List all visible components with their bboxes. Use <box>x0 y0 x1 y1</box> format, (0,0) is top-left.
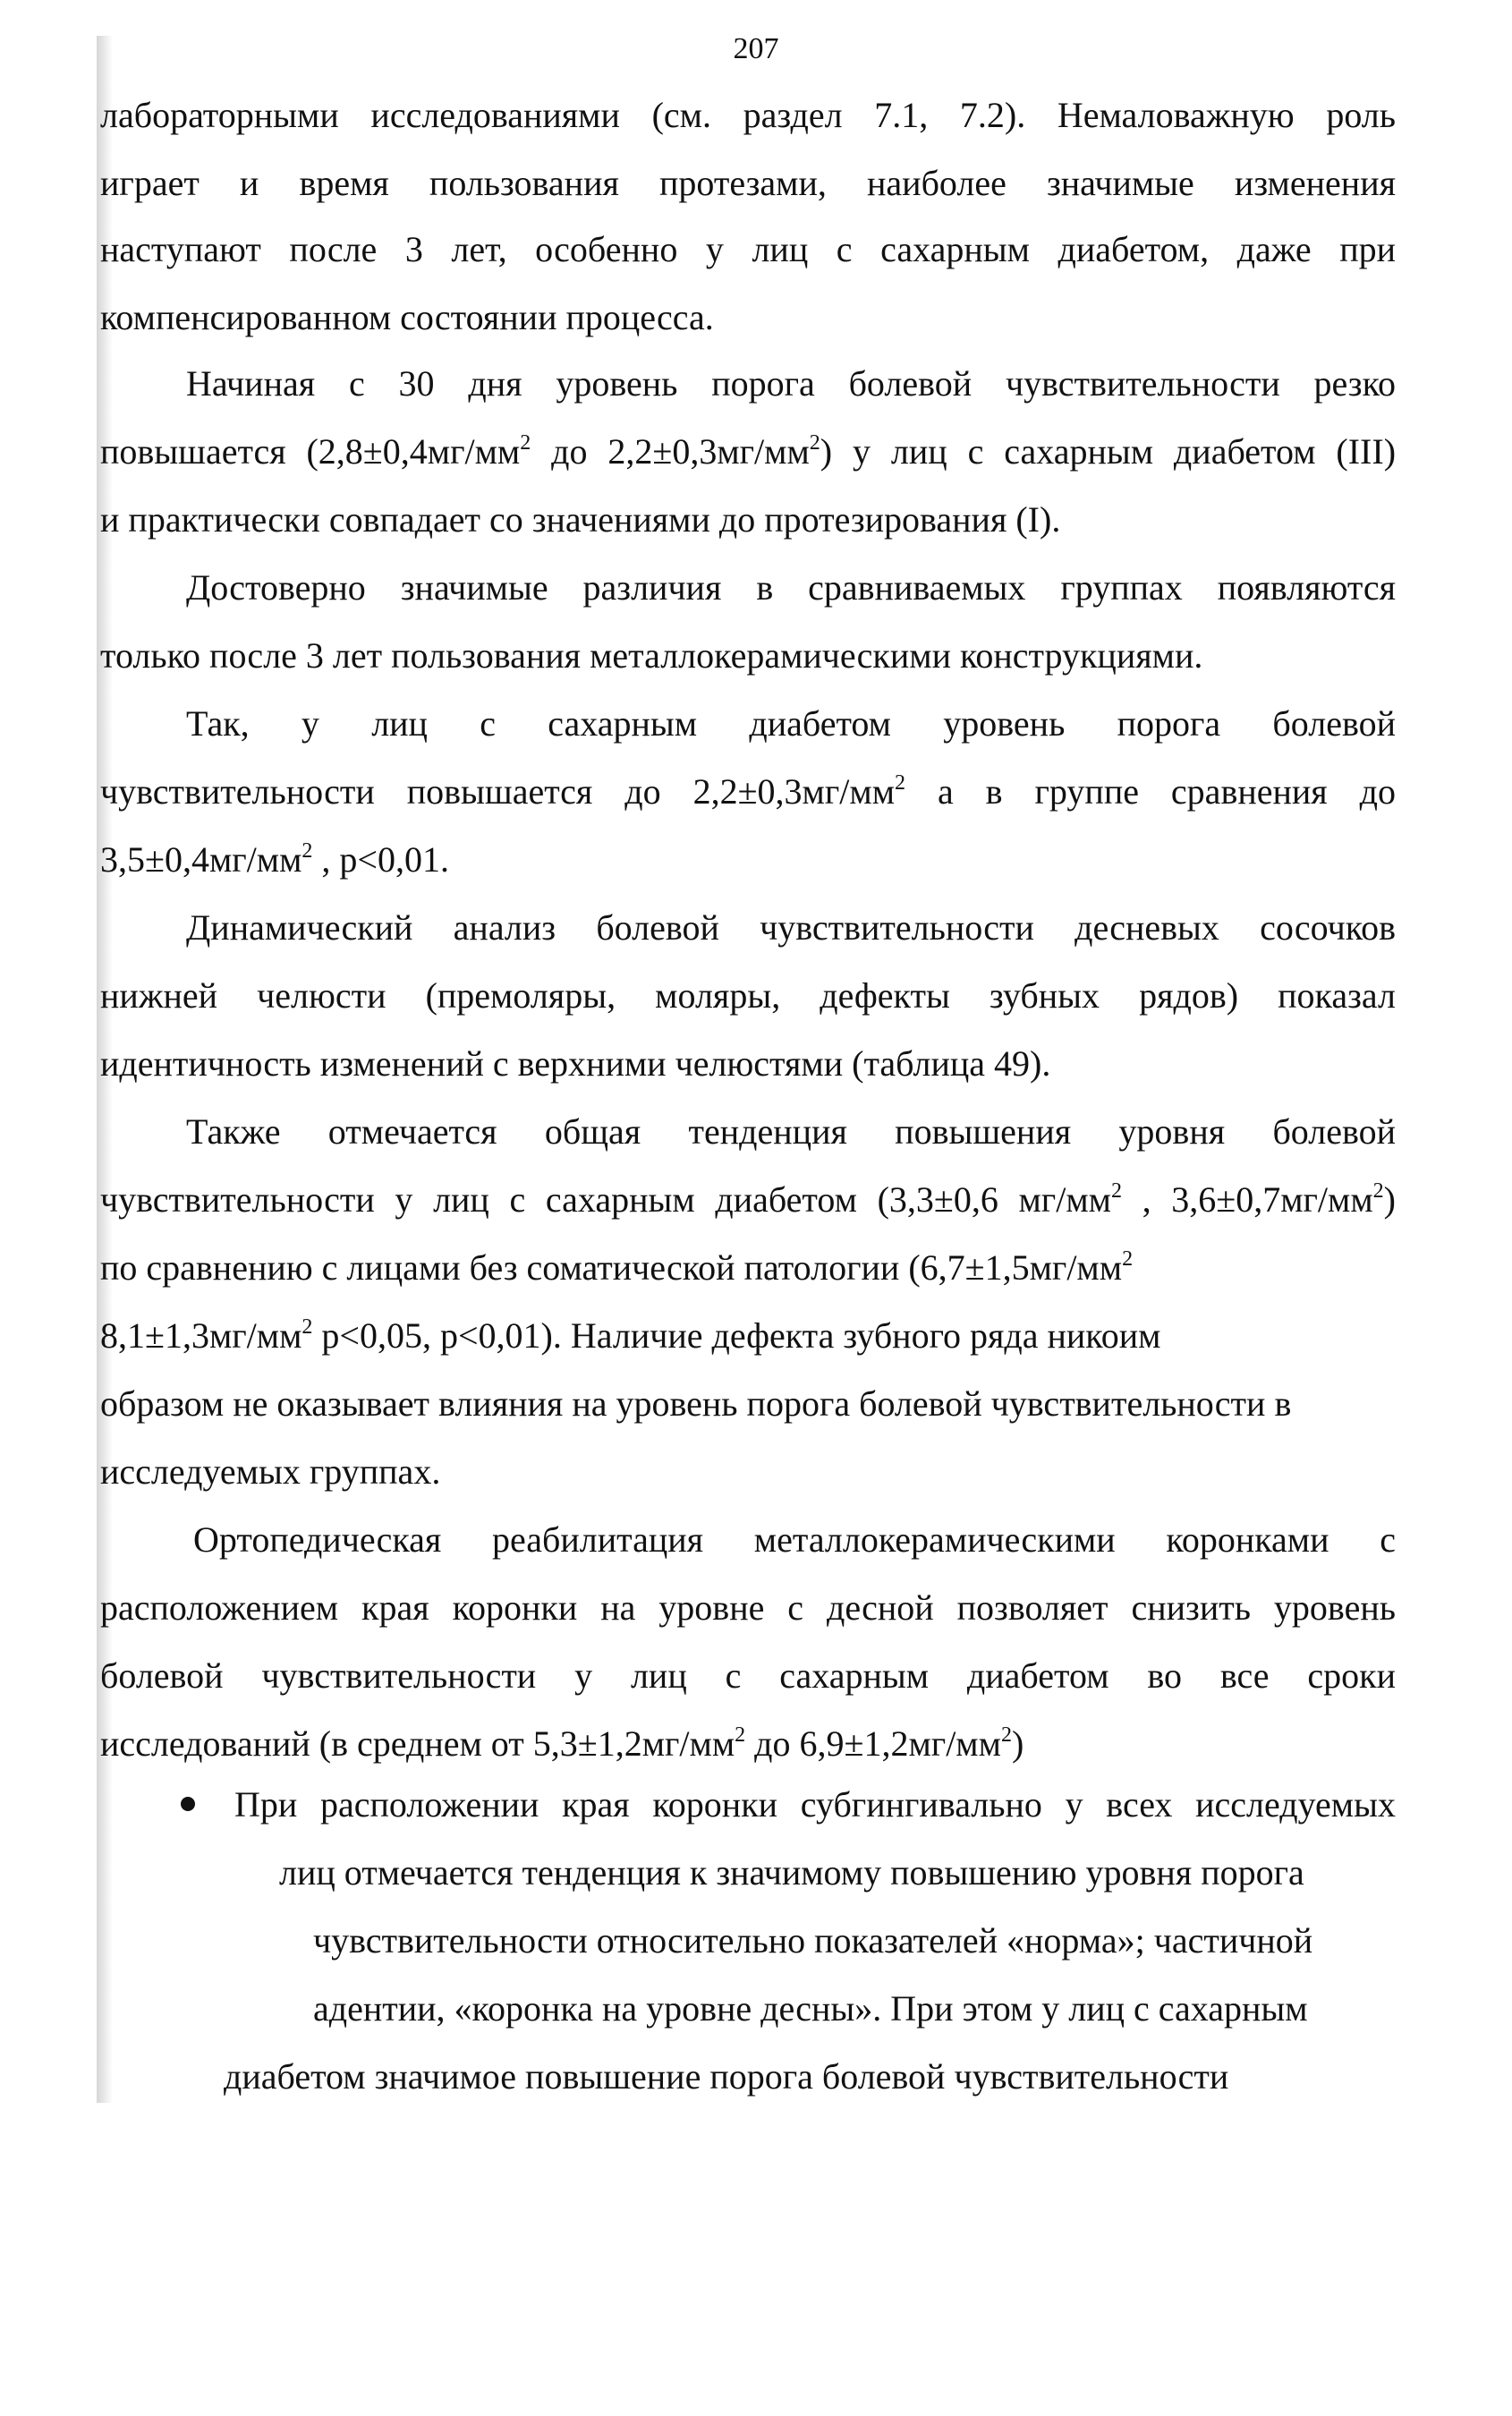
text-run: до 6,9±1,2мг/мм <box>745 1723 1001 1764</box>
text-line: Ортопедическая реабилитация металлокерамическими коронками с <box>193 1519 1396 1560</box>
text-line: Так, у лиц с сахарным диабетом уровень порога болевой <box>186 703 1396 744</box>
text-run: до 2,2±0,3мг/мм <box>531 431 810 472</box>
text-run: , р<0,01. <box>312 839 449 880</box>
text-line: Начиная с 30 дня уровень порога болевой чувствительности резко <box>186 363 1396 404</box>
text-line <box>100 1722 1396 1766</box>
text-run: ) <box>1011 1723 1024 1764</box>
text-line: исследуемых группах. <box>100 1451 441 1492</box>
text-line: Также отмечается общая тенденция повышения уровня болевой <box>186 1111 1396 1152</box>
text-run: , 3,6±0,7мг/мм <box>1121 1179 1373 1220</box>
text-line: лиц отмечается тенденция к значимому повышению уровня порога <box>279 1852 1304 1893</box>
text-line: адентии, «коронка на уровне десны». При этом у лиц с сахарным <box>313 1988 1308 2029</box>
superscript: 2 <box>1110 1179 1122 1203</box>
text-line: только после 3 лет пользования металлокерамическими конструкциями. <box>100 635 1203 676</box>
text-run: а в группе сравнения до <box>905 771 1397 812</box>
text-line: идентичность изменений с верхними челюстями (таблица 49). <box>100 1043 1051 1084</box>
text-line: Динамический анализ болевой чувствительности десневых сосочков <box>186 907 1396 948</box>
text-line: При расположении края коронки субгингивально у всех исследуемых <box>234 1784 1396 1825</box>
text-line: Достоверно значимые различия в сравниваемых группах появляются <box>186 567 1396 608</box>
superscript: 2 <box>809 431 820 455</box>
bullet-icon <box>181 1797 195 1811</box>
superscript: 2 <box>895 771 906 795</box>
text-run: р<0,05, р<0,01). Наличие дефекта зубного ряда никоим <box>312 1315 1161 1356</box>
text-run: чувствительности у лиц с сахарным диабетом (3,3±0,6 мг/мм <box>100 1179 1111 1220</box>
text-run: ) <box>1383 1179 1396 1220</box>
text-line <box>100 1178 1396 1222</box>
superscript: 2 <box>1000 1723 1012 1747</box>
text-line: наступают после 3 лет, особенно у лиц с сахарным диабетом, даже при <box>100 229 1396 269</box>
text-line: чувствительности относительно показателей «норма»; частичной <box>313 1920 1313 1961</box>
superscript: 2 <box>302 1315 313 1339</box>
text-line: компенсированном состоянии процесса. <box>100 297 714 337</box>
text-line <box>100 838 1396 882</box>
text-line <box>100 770 1396 814</box>
text-run: исследований (в среднем от 5,3±1,2мг/мм <box>100 1723 735 1764</box>
text-run: 8,1±1,3мг/мм <box>100 1315 302 1356</box>
text-line: лабораторными исследованиями (см. раздел 7.1, 7.2). Немаловажную роль <box>100 95 1396 135</box>
text-line: играет и время пользования протезами, наиболее значимые изменения <box>100 163 1396 203</box>
text-line: диабетом значимое повышение порога болевой чувствительности <box>224 2056 1229 2097</box>
text-run: ) у лиц с сахарным диабетом (III) <box>820 431 1397 472</box>
page-number: 207 <box>733 32 779 65</box>
superscript: 2 <box>1122 1247 1134 1271</box>
text-line <box>100 430 1396 474</box>
text-run: чувствительности повышается до 2,2±0,3мг/мм <box>100 771 896 812</box>
text-run: 3,5±0,4мг/мм <box>100 839 302 880</box>
superscript: 2 <box>735 1723 746 1747</box>
text-line: образом не оказывает влияния на уровень порога болевой чувствительности в <box>100 1383 1292 1424</box>
text-line <box>100 1246 1396 1290</box>
superscript: 2 <box>520 431 531 455</box>
text-line: и практически совпадает со значениями до протезирования (I). <box>100 499 1061 540</box>
text-line: нижней челюсти (премоляры, моляры, дефекты зубных рядов) показал <box>100 975 1396 1016</box>
superscript: 2 <box>302 839 313 863</box>
text-line <box>100 1314 1396 1358</box>
text-line: болевой чувствительности у лиц с сахарным диабетом во все сроки <box>100 1655 1396 1696</box>
text-line: расположением края коронки на уровне с десной позволяет снизить уровень <box>100 1587 1396 1628</box>
superscript: 2 <box>1372 1179 1384 1203</box>
text-run: по сравнению с лицами без соматической патологии (6,7±1,5мг/мм <box>100 1247 1123 1288</box>
text-run: повышается (2,8±0,4мг/мм <box>100 431 521 472</box>
